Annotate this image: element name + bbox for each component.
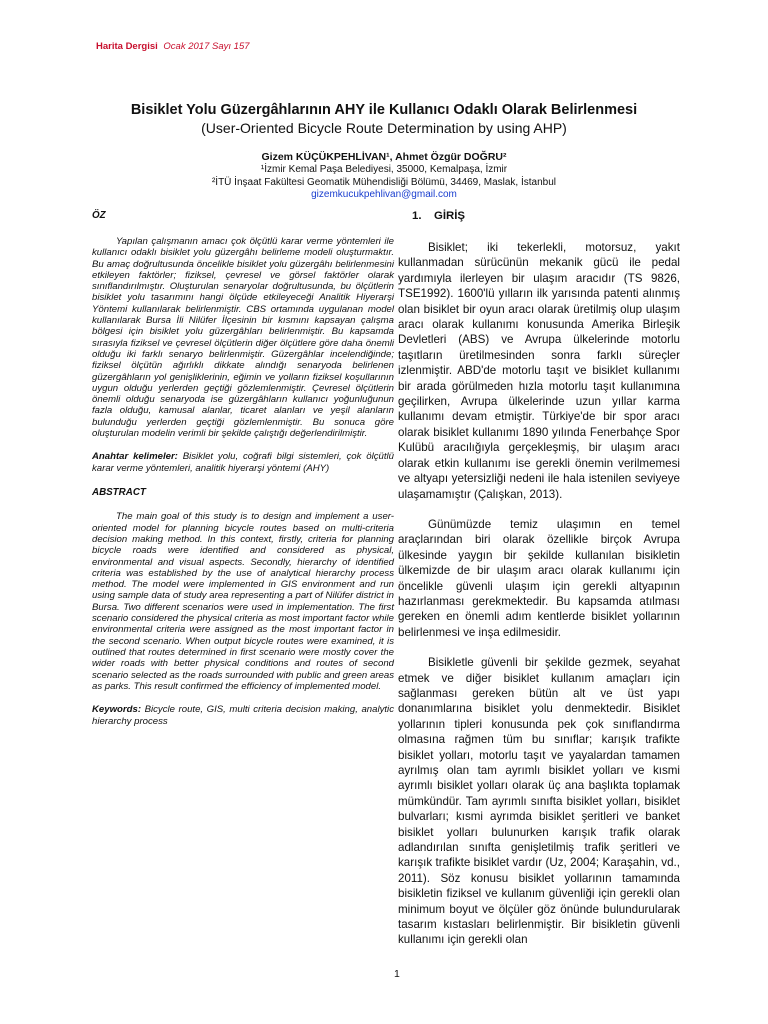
intro-paragraph-2: Günümüzde temiz ulaşımın en temel araçlarından biri olarak özellikle birçok Avrupa ülkesinde yaygın bir şekilde kullanılan bisikletin ülkemizde de bir ulaşım aracı olarak kullanımı için öncelikle güvenli ulaşım için gerekli altyapının hazırlanması gerekmektedir. Bu kapsamda atılması gereken en önemli adım kentlerde bisiklet yollarının belirlenmesi ve inşa edilmesidir. [398,517,680,639]
section-number: 1. [412,210,422,222]
paper-title-english: (User-Oriented Bicycle Route Determination by using AHP) [201,120,567,136]
oz-heading: ÖZ [92,210,106,221]
title-block [90,101,678,202]
keywords-turkish-label: Anahtar kelimeler: [92,451,178,463]
author-email-link[interactable]: gizemkucukpehlivan@gmail.com [311,189,457,200]
paper-title-turkish: Bisiklet Yolu Güzergâhlarının AHY ile Kullanıcı Odaklı Olarak Belirlenmesi [130,102,638,118]
page-number: 1 [394,968,400,980]
abstract-paragraph: The main goal of this study is to design and implement a user-oriented model for planning bicycle routes based on multi-criteria decision making method. In this context, firstly, criteria for planning bicycle roads were identified and considered as physical, environmental and visual aspects. Secondly, hierarchy of identified criteria was established by the use of analytical hierarchy process method. The model were implemented in GIS environment and run using sample data of study area representing a part of Nilüfer district in Bursa. Two different scenarios were used in implementation. The first scenario considered the physical criteria as most important factor while environmental criteria were assigned as the most important factor in the second scenario. When output bicycle routes were examined, it is outlined that routes determined in first scenario were mostly cover the wider roads with better physical conditions and routes of second scenario selected as the roads surrounded with public and green areas as parks. This result confirmed the efficiency of implemented model. [92,511,394,692]
keywords-turkish-text: Bisiklet yolu, coğrafi bilgi sistemleri, çok ölçütlü karar verme yöntemleri, analitik hiyerarşi yöntemi (AHY) [92,451,394,474]
intro-paragraph-3: Bisikletle güvenli bir şekilde gezmek, seyahat etmek ve diğer bisiklet kullanım amaçları için sağlanması gereken bütün alt ve üst yapı donanımlarına bisiklet yolu denmektedir. Bisiklet yollarının tipleri konusunda pek çok sınıflandırma olmasına rağmen tüm bu sınıflar; karışık trafikte bisiklet yolları, motorlu taşıt ve yayalardan tamamen ayrılmış olan tam ayrımlı bisiklet yolları ve kısmi ayrımlı bisiklet yolları olarak üç ana başlıkta toplamak mümkündür. Tam ayrımlı sınıfta bisiklet yolları, bisiklet bulvarları; kısmi ayrımda bisiklet şeritleri ve banket bisiklet yolları bulunurken karışık trafik olarak adlandırılan sınıfta genişletilmiş trafik şeritleri ve karışık trafikte bisiklet vardır (Uz, 2004; Karaşahin, vd., 2011). Söz konusu bisiklet yollarının tamamında bisikletin fiziksel ve kullanım güvenliği için gerekli olan minimum boyut ve ölçüler göz önünde bulundurularak tasarım kıstasları belirlenmiştir. Bir bisikletin güvenli kullanımı için gerekli olan [398,656,680,947]
right-column [398,210,680,948]
journal-name: Harita Dergisi [96,41,158,52]
keywords-turkish [92,451,394,474]
keywords-english-text: Bicycle route, GIS, multi criteria decision making, analytic hierarchy process [92,704,394,727]
keywords-english [92,704,394,727]
affiliation-2: ²İTÜ İnşaat Fakültesi Geomatik Mühendisliği Bölümü, 34469, Maslak, İstanbul [211,176,557,188]
section-heading-intro [412,210,680,222]
journal-issue: Ocak 2017 Sayı 157 [163,41,250,52]
section-title: GİRİŞ [434,210,466,222]
oz-paragraph: Yapılan çalışmanın amacı çok ölçütlü karar verme yöntemleri ile kullanıcı odaklı bisiklet yolu güzergâhı belirleme modeli oluşturmaktır. Bu amaç doğrultusunda öncelikle bisiklet yolu güzergâhı belirlenmesini etkileyen faktörler; fiziksel, çevresel ve görsel faktörler olarak sınıflandırılmıştır. Oluşturulan senaryolar doğrultusunda, bu ölçütlerin bisiklet yolu tasarımını hangi ölçüde etkileyeceği Analitik Hiyerarşi Yöntemi kullanılarak belirlenmiştir. CBS ortamında uygulanan model kullanılarak Bursa İli Nilüfer İlçesinin bir kısmını kapsayan çalışma bölgesi için bisiklet yolu güzergâhları belirlenmiştir. Bu kapsamda sırasıyla fiziksel ve çevresel ölçütlerin diğer ölçütlere göre daha önemli olduğu iki farklı senaryo belirlenmiştir. Güzergâhlar incelendiğinde; fiziksel ölçütün ağırlıklı dikkate alındığı senaryoda belirlenen güzergâhların yol genişliklerinin, eğimin ve yolların fiziksel koşullarının uygun olduğu yerlerden geçtiği gözlemlenmiştir. Çevresel ölçütlerin önemli olduğu senaryoda ise güzergâhların kullanıcı yoğunluğunun fazla olduğu, kamusal alanlar, ticaret alanları ve yeşil alanların bulunduğu yerlerden geçtiği gözlemlenmiştir. Bu sonuca göre oluşturulan modelin verimli bir şekilde çalıştığı değerlendirilmiştir. [92,236,394,440]
affiliation-1: ¹İzmir Kemal Paşa Belediyesi, 35000, Kemalpaşa, İzmir [260,164,508,175]
keywords-english-label: Keywords: [92,704,142,716]
intro-paragraph-1: Bisiklet; iki tekerlekli, motorsuz, yakıt kullanmadan sürücünün mekanik gücü ile pedal yardımıyla ilerleyen bir ulaşım aracıdır (TS 9826, TSE1992). 1600'lü yılların ilk yarısında patenti alınmış olan bisiklet bir oyun aracı olarak üretilmiş olup ulaşım aracı olarak kullanımı konusunda Amerika Birleşik Devletleri (ABS) ve Avrupa ülkelerinde motorlu taşıtların üretilmesinden sonra farklı süreçler izlenmiştir. ABD'de motorlu taşıt ve bisiklet kullanımı bir arada görülmeden hızla motorlu taşıt kullanımına geçilirken, Avrupa ülkelerinde uzun yıllar karma kullanımı devam etmiştir. Türkiye'de bir spor aracı olarak bisiklet kullanımı 1890 yılında Fenerbahçe Spor Kulübü aracılığıyla gerçekleşmiş, bir ulaşım aracı olarak etkin kullanımı ise gerekli önemin verilmemesi ve altyapı yetersizliği nedeni ile hala istenilen seviyeye ulaşamamıştır (Çalışkan, 2013). [398,241,680,501]
journal-header [96,41,250,52]
abstract-heading: ABSTRACT [92,487,146,499]
left-column [92,210,394,727]
author-names: Gizem KÜÇÜKPEHLİVAN¹, Ahmet Özgür DOĞRU² [261,151,507,163]
